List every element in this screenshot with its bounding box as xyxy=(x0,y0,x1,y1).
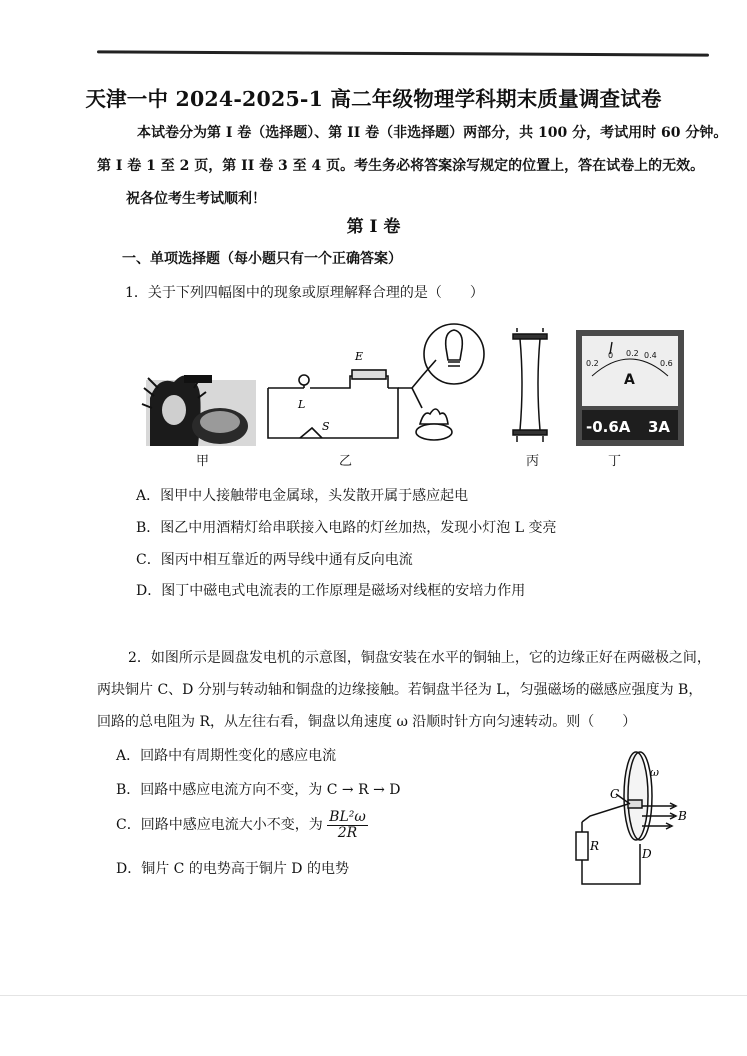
label-S: S xyxy=(322,420,330,433)
caption-bing: 丙 xyxy=(526,454,540,469)
q2-option-c xyxy=(116,810,368,840)
intro-line-1: 本试卷分为第 I 卷（选择题）、第 II 卷（非选择题）两部分，共 100 分，考试用时 60 分钟。 xyxy=(137,125,728,141)
q2-disk-generator-figure xyxy=(570,748,700,896)
meter-right-terminal-label: 3A xyxy=(648,418,671,436)
fraction-denominator: 2R xyxy=(337,824,358,841)
fig-label-b: B xyxy=(678,809,687,823)
meter-tick-4: 0.4 xyxy=(644,351,657,360)
fig-label-d: D xyxy=(642,847,652,861)
question-2-stem-line-2: 两块铜片 C、D 分别与转动轴和铜盘的边缘接触。若铜盘半径为 L，匀强磁场的磁感应强度为 B， xyxy=(97,682,703,698)
fig-label-r: R xyxy=(590,839,600,853)
section-title: 第 I 卷 xyxy=(346,217,401,237)
q1-option-a: A．图甲中人接触带电金属球，头发散开属于感应起电 xyxy=(136,488,469,504)
label-E: E xyxy=(355,350,364,363)
meter-tick-5: 0.6 xyxy=(660,359,673,368)
q2-option-b: B．回路中感应电流方向不变，为 C → R → D xyxy=(116,782,401,798)
fig-label-c: C xyxy=(610,787,620,801)
meter-left-terminal-label: -0.6A xyxy=(586,418,631,436)
question-2-stem-line-3: 回路的总电阻为 R，从左往右看，铜盘以角速度 ω 沿顺时针方向匀速转动。则（ ） xyxy=(97,714,637,730)
q2-option-c-text: C．回路中感应电流大小不变，为 xyxy=(116,817,323,834)
caption-jia: 甲 xyxy=(196,454,210,469)
q1-option-d: D．图丁中磁电式电流表的工作原理是磁场对线框的安培力作用 xyxy=(136,583,526,599)
meter-tick-2: 0 xyxy=(608,351,614,360)
q2-option-d: D．铜片 C 的电势高于铜片 D 的电势 xyxy=(116,861,349,877)
q2-option-a: A．回路中有周期性变化的感应电流 xyxy=(116,748,337,764)
figure-yi-circuit xyxy=(268,324,484,440)
figure-jia-photo xyxy=(142,375,256,446)
question-1-stem: 1．关于下列四幅图中的现象或原理解释合理的是（ ） xyxy=(125,285,484,301)
q1-option-b: B．图乙中用酒精灯给串联接入电路的灯丝加热，发现小灯泡 L 变亮 xyxy=(136,520,557,536)
fig-label-omega: ω xyxy=(650,766,659,779)
header-rule xyxy=(97,50,709,56)
good-luck-line: 祝各位考生考试顺利！ xyxy=(126,191,266,207)
caption-yi: 乙 xyxy=(339,454,353,469)
part-heading: 一、单项选择题（每小题只有一个正确答案） xyxy=(122,251,402,267)
question-2-stem-line-1: 2．如图所示是圆盘发电机的示意图，铜盘安装在水平的铜轴上，它的边缘正好在两磁极之间， xyxy=(128,650,711,666)
exam-title: 天津一中 2024-2025-1 高二年级物理学科期末质量调查试卷 xyxy=(85,87,662,111)
q2-option-c-fraction xyxy=(327,810,368,840)
intro-line-2: 第 I 卷 1 至 2 页，第 II 卷 3 至 4 页。考生务必将答案涂写规定的位置上，答在试卷上的无效。 xyxy=(97,158,705,174)
meter-letter: A xyxy=(624,372,635,388)
fraction-numerator: BL²ω xyxy=(329,809,366,825)
meter-tick-1: 0.2 xyxy=(586,359,599,368)
meter-tick-3: 0.2 xyxy=(626,349,639,358)
q1-figure-strip xyxy=(140,318,700,468)
label-L: L xyxy=(298,398,306,411)
caption-ding: 丁 xyxy=(608,454,622,469)
figure-bing-wires xyxy=(513,328,547,442)
page-bottom-edge xyxy=(0,995,747,996)
q1-option-c: C．图丙中相互靠近的两导线中通有反向电流 xyxy=(136,552,413,568)
